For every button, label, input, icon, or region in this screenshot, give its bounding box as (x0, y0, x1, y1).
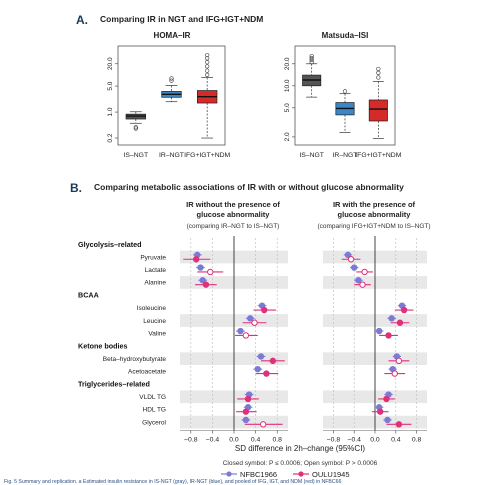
point-nfbc1966-acetoacetate (255, 366, 260, 371)
y-tick-label: 10.0 (284, 79, 291, 93)
x-tick-label: −0.4 (205, 436, 220, 444)
x-tick-label: −0.8 (184, 436, 198, 444)
y-tick-label: 2.0 (284, 132, 291, 142)
row-header-triglycerides-related: Triglycerides–related (78, 379, 150, 389)
point-oulu1945-pyruvate (348, 257, 353, 262)
y-tick-label: 20.0 (107, 57, 114, 71)
legend-label-oulu1945: OULU1945 (312, 470, 350, 479)
row-label-beta-hydroxybutyrate: Beta–hydroxybutyrate (102, 355, 166, 363)
box-ifg-igt-ndm (369, 67, 387, 138)
outlier-point (343, 90, 347, 94)
x-tick-label: IR–NGT (332, 152, 358, 159)
outlier-point (205, 65, 209, 69)
boxplot-title: Matsuda–ISI (321, 31, 369, 40)
row-header-bcaa: BCAA (78, 290, 99, 300)
x-tick-label: 0.8 (272, 436, 282, 444)
homa-ir-boxplot (107, 31, 231, 159)
point-oulu1945-alanine (203, 282, 208, 287)
x-tick-label: −0.8 (326, 436, 341, 444)
row-label-leucine: Leucine (143, 317, 166, 325)
forest-plot (78, 236, 427, 444)
box-ir-ngt (162, 77, 182, 102)
point-oulu1945-alanine (360, 282, 365, 287)
row-label-glycerol: Glycerol (142, 419, 166, 427)
row-header-glycolysis-related: Glycolysis–related (78, 239, 142, 249)
outlier-point (377, 76, 381, 80)
x-tick-label: IS–NGT (123, 152, 149, 159)
point-nfbc1966-leucine (389, 316, 394, 321)
point-nfbc1966-glycerol (385, 417, 390, 422)
figure-caption: Fig. 5 Summary and replication. a Estimated insulin resistance in IS-NGT (gray), IR-NGT (blue), and pooled of IFG, IGT, and NDM (red) in NFBC66 (4, 479, 342, 485)
point-nfbc1966-lactate (352, 265, 357, 270)
point-oulu1945-glycerol (396, 422, 401, 427)
point-oulu1945-pyruvate (194, 257, 199, 262)
point-oulu1945-lactate (362, 269, 367, 274)
boxplot-title: HOMA–IR (153, 31, 191, 40)
point-oulu1945-acetoacetate (392, 371, 397, 376)
row-label-acetoacetate: Acetoacetate (128, 368, 166, 376)
row-label-pyruvate: Pyruvate (140, 254, 166, 262)
point-oulu1945-valine (386, 333, 391, 338)
row-label-alanine: Alanine (144, 279, 166, 287)
panel-a-title: Comparing IR in NGT and IFG+IGT+NDM (100, 14, 264, 24)
x-tick-label: 0.0 (229, 436, 239, 444)
outlier-point (377, 67, 381, 71)
point-oulu1945-hdl-tg (243, 409, 248, 414)
panel-b-title: Comparing metabolic associations of IR with or without glucose abnormality (94, 182, 404, 192)
point-nfbc1966-valine (376, 328, 381, 333)
point-oulu1945-isoleucine (401, 307, 406, 312)
row-label-lactate: Lactate (144, 266, 166, 274)
point-oulu1945-beta-hydroxybutyrate (396, 358, 401, 363)
box-ir-ngt (336, 90, 354, 133)
outlier-point (170, 77, 174, 81)
panel-b-letter: B. (70, 181, 82, 195)
box-is-ngt (126, 112, 146, 131)
row-header-ketone-bodies: Ketone bodies (78, 341, 128, 351)
forest-panel-left (180, 236, 288, 444)
point-nfbc1966-alanine (356, 278, 361, 283)
x-tick-label: IS–NGT (299, 152, 324, 159)
point-oulu1945-lactate (208, 269, 213, 274)
point-nfbc1966-lactate (198, 265, 203, 270)
point-oulu1945-acetoacetate (264, 371, 269, 376)
y-tick-label: 0.2 (107, 133, 114, 143)
x-axis-label: SD difference in 2h–change (95%CI) (234, 444, 366, 453)
point-nfbc1966-valine (238, 328, 243, 333)
point-nfbc1966-beta-hydroxybutyrate (258, 354, 263, 359)
point-oulu1945-glycerol (260, 422, 265, 427)
y-tick-label: 20.0 (284, 57, 291, 71)
row-label-isoleucine: Isoleucine (136, 305, 166, 313)
legend-marker-nfbc1966 (226, 471, 231, 476)
left-column-subheading: (comparing IR–NGT to IS–NGT) (186, 223, 280, 230)
box-is-ngt (303, 54, 321, 97)
outlier-point (205, 69, 209, 73)
row-label-vldl-tg: VLDL TG (139, 393, 166, 401)
matsuda-isi-boxplot (284, 31, 402, 159)
x-tick-label: IFG+IGT+NDM (355, 152, 402, 159)
x-tick-label: 0.8 (411, 436, 422, 444)
row-label-hdl-tg: HDL TG (142, 406, 166, 414)
legend-marker-oulu1945 (298, 471, 303, 476)
point-oulu1945-isoleucine (262, 307, 267, 312)
x-tick-label: IR–NGT (159, 152, 184, 159)
outlier-point (205, 60, 209, 64)
x-tick-label: −0.4 (347, 436, 361, 444)
left-column-heading-line2: glucose abnormality (196, 210, 270, 219)
y-tick-label: 5.0 (284, 103, 291, 113)
row-label-valine: Valine (148, 330, 166, 338)
x-tick-label: 0.4 (391, 436, 401, 444)
panel-a-letter: A. (76, 13, 88, 27)
legend-label-nfbc1966: NFBC1966 (240, 470, 278, 479)
point-nfbc1966-glycerol (243, 417, 248, 422)
left-column-heading-line1: IR without the presence of (186, 200, 280, 209)
legend (221, 470, 350, 479)
point-oulu1945-hdl-tg (378, 409, 383, 414)
symbol-note: Closed symbol: P ≤ 0.0006; Open symbol: P > 0.0006 (222, 460, 378, 467)
point-oulu1945-vldl-tg (245, 396, 250, 401)
box-ifg-igt-ndm (197, 53, 217, 138)
point-nfbc1966-leucine (248, 316, 253, 321)
y-tick-label: 1.0 (107, 107, 114, 117)
outlier-point (205, 73, 209, 77)
point-oulu1945-leucine (397, 320, 402, 325)
right-column-subheading: (comparing IFG+IGT+NDM to IS–NGT) (317, 223, 431, 230)
right-column-heading-line2: glucose abnormality (337, 210, 411, 219)
box-body (369, 100, 387, 121)
forest-panel-right (323, 236, 427, 444)
point-oulu1945-beta-hydroxybutyrate (270, 358, 275, 363)
right-column-heading-line1: IR with the presence of (332, 200, 416, 209)
point-oulu1945-valine (243, 333, 248, 338)
point-oulu1945-leucine (252, 320, 257, 325)
y-tick-label: 5.0 (107, 81, 114, 91)
x-tick-label: 0.0 (370, 436, 380, 444)
x-tick-label: 0.4 (250, 436, 261, 444)
point-oulu1945-vldl-tg (384, 396, 389, 401)
outlier-point (377, 71, 381, 75)
x-tick-label: IFG+IGT+NDM (184, 152, 231, 159)
